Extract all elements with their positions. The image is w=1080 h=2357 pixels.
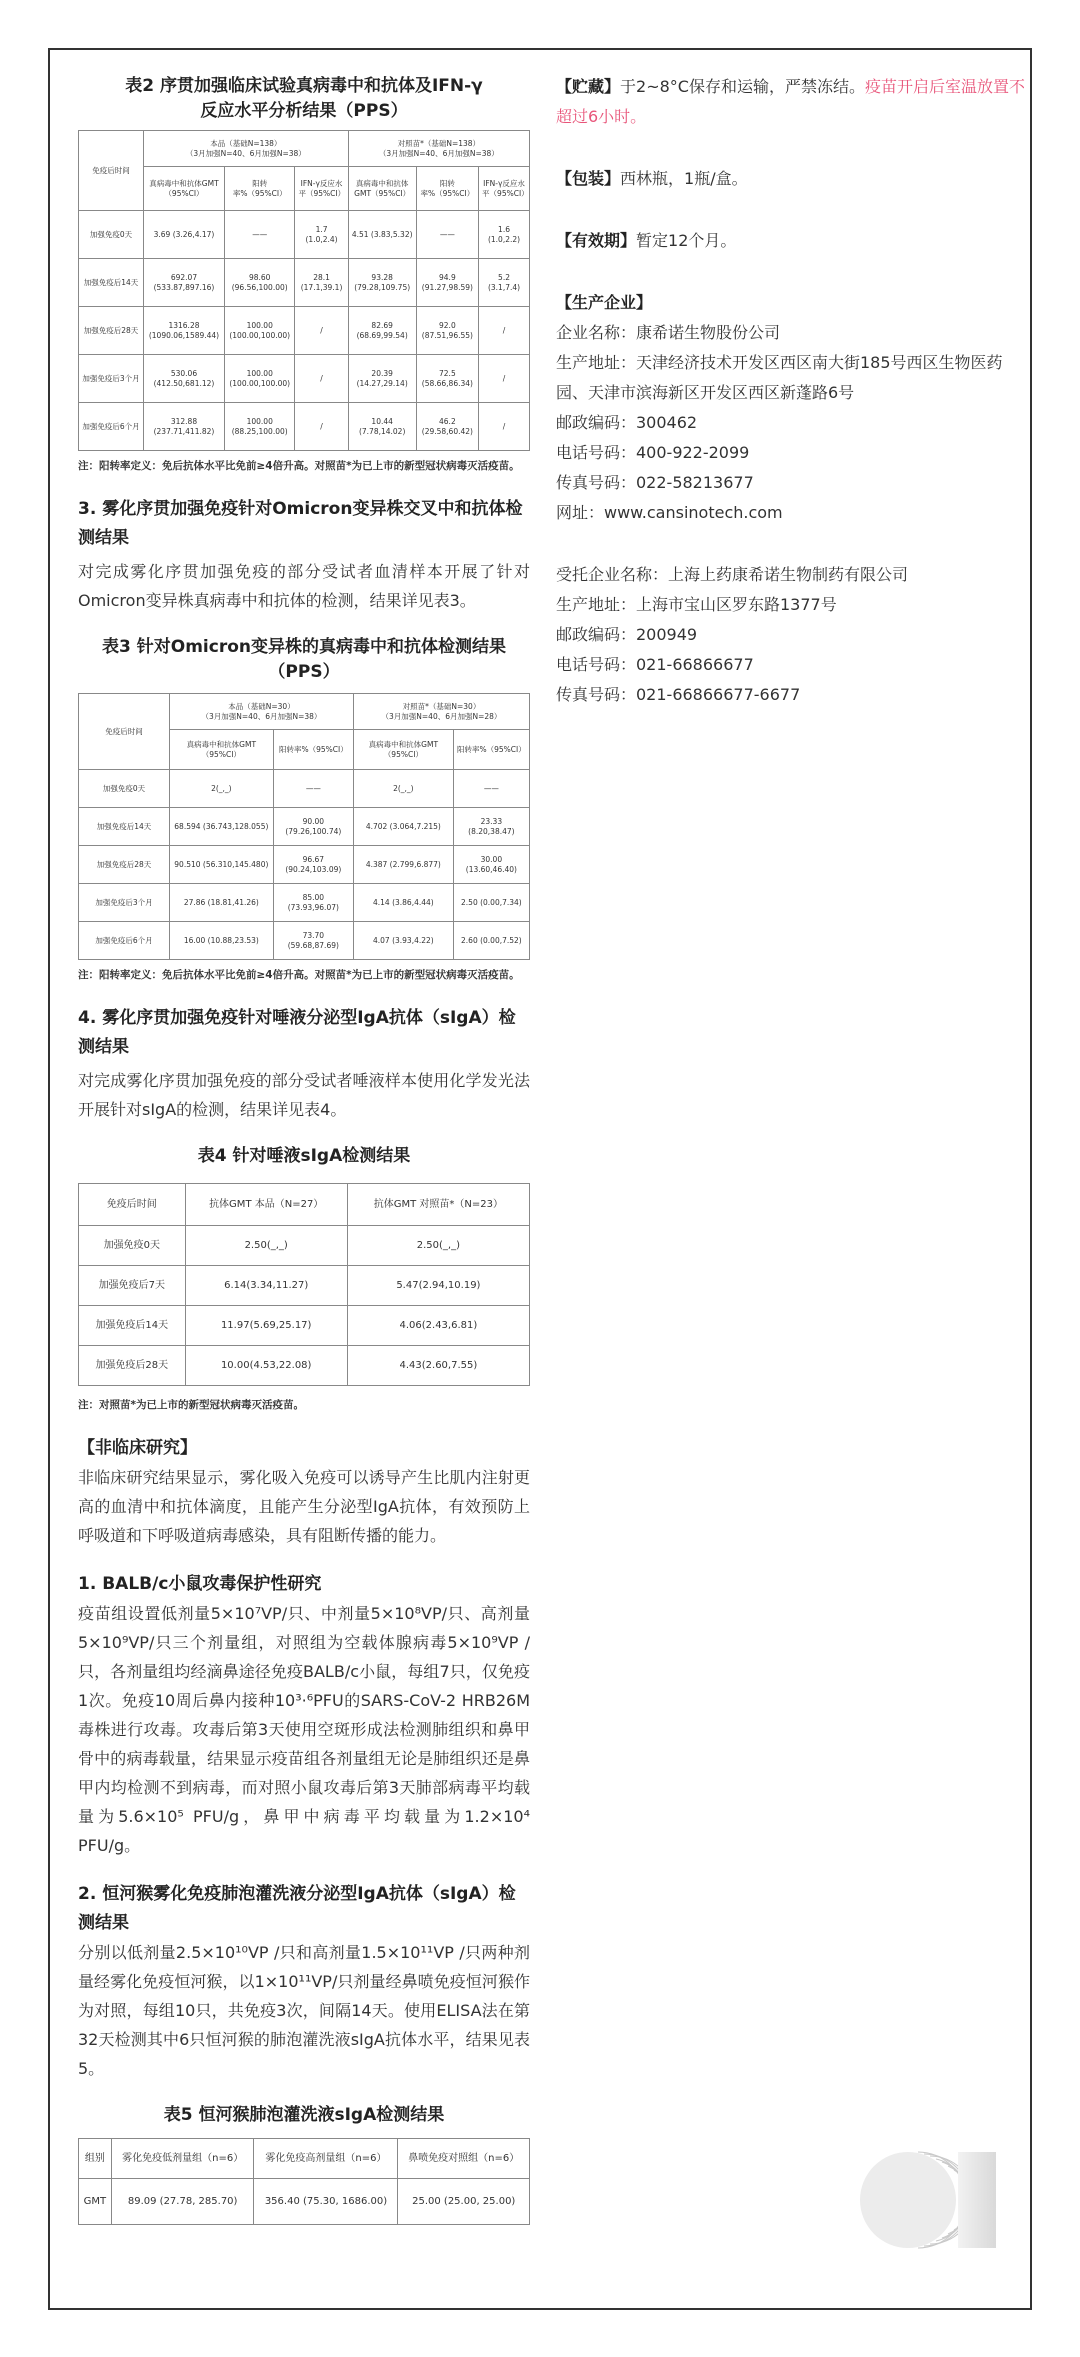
table3 [78,693,530,960]
table-row [79,1266,530,1306]
table5-cell: GMT [79,2179,112,2225]
table5-cell: 25.00 (25.00, 25.00) [398,2179,530,2225]
table3-value-cell: 68.594 (36.743,128.055) [170,808,274,846]
table3-subheader: 阳转率%（95%CI） [273,730,353,770]
table-row [79,1226,530,1266]
contractor-line: 传真号码：021-66866677-6677 [556,685,801,704]
contractor-line: 受托企业名称：上海上药康希诺生物制药有限公司 [556,565,909,584]
table3-value-cell: 90.00 (79.26,100.74) [273,808,353,846]
table2-subheader: 真病毒中和抗体GMT（95%CI） [348,167,416,211]
table-row [79,1306,530,1346]
table3-value-cell: 96.67 (90.24,103.09) [273,846,353,884]
table2-value-cell: / [479,307,530,355]
validity-label: 【有效期】 [556,231,637,250]
table3-subheader: 阳转率%（95%CI） [453,730,529,770]
storage-label: 【贮藏】 [556,77,621,96]
table2-subheader: IFN-γ反应水平（95%CI） [295,167,348,211]
package-section [556,164,1026,194]
table2-time-cell: 加强免疫后3个月 [79,355,144,403]
table3-value-cell: 2.60 (0.00,7.52) [453,922,529,960]
contractor-line: 电话号码：021-66866677 [556,655,754,674]
storage-section [556,72,1026,132]
table4-cell: 加强免疫后28天 [79,1346,186,1386]
table4-caption: 表4 针对唾液sIgA检测结果 [197,1146,411,1166]
table3-group-b: 对照苗*（基础N=30） （3月加强N=40、6月加强N=28） [353,694,529,730]
table2-time-cell: 加强免疫后28天 [79,307,144,355]
manufacturer-line: 邮政编码：300462 [556,413,698,432]
table4-cell: 5.47(2.94,10.19) [347,1266,529,1306]
table2-value-cell: 530.06 (412.50,681.12) [144,355,225,403]
table3-value-cell: —— [453,770,529,808]
table-row [79,922,530,960]
monkey-body: 分别以低剂量2.5×10¹⁰VP /只和高剂量1.5×10¹¹VP /只两种剂量经雾化免疫恒河猴，以1×10¹¹VP/只剂量经鼻喷免疫恒河猴作为对照，每组10只，共免疫3次，间隔14天。使用ELISA法在第32天检测其中6只恒河猴的肺泡灌洗液sIgA抗体水平，结果见表5。 [78,1943,530,2078]
table-row [79,403,530,451]
table2-time-cell: 加强免疫后6个月 [79,403,144,451]
manufacturer-info [556,318,1026,528]
table2-value-cell: 82.69 (68.69,99.54) [348,307,416,355]
table2-value-cell: 3.69 (3.26,4.17) [144,211,225,259]
table2-value-cell: 100.00 (100.00,100.00) [224,307,295,355]
table3-value-cell: 4.14 (3.86,4.44) [353,884,453,922]
manufacturer-line: 生产地址：天津经济技术开发区西区南大街185号西区生物医药园、天津市滨海新区开发区西区新蓬路6号 [556,353,1003,402]
table-row [79,884,530,922]
table2-value-cell: 100.00 (88.25,100.00) [224,403,295,451]
table2-value-cell: 692.07 (533.87,897.16) [144,259,225,307]
table4-cell: 加强免疫后14天 [79,1306,186,1346]
table4 [78,1183,530,1386]
table2-caption-line2: 反应水平分析结果（PPS） [200,101,408,121]
table2-value-cell: 10.44 (7.78,14.02) [348,403,416,451]
table3-group-a: 本品（基础N=30） （3月加强N=40、6月加强N=38） [170,694,354,730]
table2-value-cell: / [295,403,348,451]
table4-cell: 10.00(4.53,22.08) [185,1346,347,1386]
table2-value-cell: 94.9 (91.27,98.59) [416,259,478,307]
storage-highlight: 疫苗开启后室温放置不超过6小时。 [556,77,1025,126]
table5-header: 鼻喷免疫对照组（n=6） [398,2139,530,2179]
table2-value-cell: 5.2 (3.1,7.4) [479,259,530,307]
table2-subheader: 真病毒中和抗体GMT（95%CI） [144,167,225,211]
nonclinical-body: 非临床研究结果显示，雾化吸入免疫可以诱导产生比肌内注射更高的血清中和抗体滴度，且能产生分泌型IgA抗体，有效预防上呼吸道和下呼吸道病毒感染，具有阻断传播的能力。 [78,1468,530,1545]
manufacturer-label: 【生产企业】 [556,293,653,312]
table3-subheader: 真病毒中和抗体GMT（95%CI） [353,730,453,770]
table2-value-cell: / [479,355,530,403]
table2-note: 注：阳转率定义：免后抗体水平比免前≥4倍升高。对照苗*为已上市的新型冠状病毒灭活疫苗。 [78,460,520,472]
table3-time-cell: 加强免疫0天 [79,770,170,808]
table2-value-cell: —— [224,211,295,259]
company-logo-icon [858,2142,998,2252]
table5-cell: 89.09 (27.78, 285.70) [111,2179,254,2225]
section4-body: 对完成雾化序贯加强免疫的部分受试者唾液样本使用化学发光法开展针对sIgA的检测，结果详见表4。 [78,1071,530,1119]
contractor-info [556,560,1026,710]
table2-caption-line1: 表2 序贯加强临床试验真病毒中和抗体及IFN-γ [125,76,483,96]
table3-time-cell: 加强免疫后28天 [79,846,170,884]
table2-group-a: 本品（基础N=138） （3月加强N=40、6月加强N=38） [144,131,349,167]
table-row [79,355,530,403]
table3-value-cell: —— [273,770,353,808]
table2-group-b: 对照苗*（基础N=138） （3月加强N=40、6月加强N=38） [348,131,529,167]
table3-caption: 表3 针对Omicron变异株的真病毒中和抗体检测结果（PPS） [102,637,506,682]
table3-note: 注：阳转率定义：免后抗体水平比免前≥4倍升高。对照苗*为已上市的新型冠状病毒灭活疫苗。 [78,969,520,981]
table2-value-cell: 92.0 (87.51,96.55) [416,307,478,355]
table4-cell: 2.50(_,_) [347,1226,529,1266]
table3-value-cell: 23.33 (8.20,38.47) [453,808,529,846]
table2-value-cell: 28.1 (17.1,39.1) [295,259,348,307]
table4-cell: 加强免疫后7天 [79,1266,186,1306]
section3-body: 对完成雾化序贯加强免疫的部分受试者血清样本开展了针对Omicron变异株真病毒中和抗体的检测，结果详见表3。 [78,562,530,610]
table4-cell: 4.06(2.43,6.81) [347,1306,529,1346]
table2-value-cell: / [479,403,530,451]
table2-value-cell: 46.2 (29.58,60.42) [416,403,478,451]
monkey-title: 2. 恒河猴雾化免疫肺泡灌洗液分泌型IgA抗体（sIgA）检测结果 [78,1884,516,1933]
table4-header: 免疫后时间 [79,1184,186,1226]
table4-cell: 加强免疫0天 [79,1226,186,1266]
table2-value-cell: 1.6 (1.0,2.2) [479,211,530,259]
table-row [79,846,530,884]
manufacturer-line: 电话号码：400-922-2099 [556,443,750,462]
table4-cell: 6.14(3.34,11.27) [185,1266,347,1306]
table4-cell: 4.43(2.60,7.55) [347,1346,529,1386]
table4-cell: 11.97(5.69,25.17) [185,1306,347,1346]
storage-text: 于2~8°C保存和运输，严禁冻结。 [620,77,865,96]
right-column [556,72,1026,710]
table3-value-cell: 4.387 (2.799,6.877) [353,846,453,884]
table2-value-cell: 1.7 (1.0,2.4) [295,211,348,259]
table3-value-cell: 4.702 (3.064,7.215) [353,808,453,846]
validity-text: 暂定12个月。 [636,231,737,250]
table4-note: 注：对照苗*为已上市的新型冠状病毒灭活疫苗。 [78,1399,304,1411]
table2-value-cell: / [295,307,348,355]
package-label: 【包装】 [556,169,621,188]
table3-value-cell: 90.510 (56.310,145.480) [170,846,274,884]
table5-header: 组别 [79,2139,112,2179]
table5-cell: 356.40 (75.30, 1686.00) [254,2179,398,2225]
table2-value-cell: 20.39 (14.27,29.14) [348,355,416,403]
manufacturer-line: 传真号码：022-58213677 [556,473,754,492]
table3-time-cell: 加强免疫后3个月 [79,884,170,922]
table3-value-cell: 2.50 (0.00,7.34) [453,884,529,922]
validity-section [556,226,1026,256]
manufacturer-line: 网址：www.cansinotech.com [556,503,783,522]
table3-value-cell: 85.00 (73.93,96.07) [273,884,353,922]
table3-value-cell: 2(_,_) [170,770,274,808]
table4-header: 抗体GMT 对照苗*（N=23） [347,1184,529,1226]
table3-col-time: 免疫后时间 [79,694,170,770]
table5-header: 雾化免疫低剂量组（n=6） [111,2139,254,2179]
table2-time-cell: 加强免疫后14天 [79,259,144,307]
table2-value-cell: 4.51 (3.83,5.32) [348,211,416,259]
table3-value-cell: 73.70 (59.68,87.69) [273,922,353,960]
table5 [78,2138,530,2225]
balb-title: 1. BALB/c小鼠攻毒保护性研究 [78,1574,322,1594]
table2-subheader: 阳转率%（95%CI） [224,167,295,211]
contractor-line: 生产地址：上海市宝山区罗东路1377号 [556,595,837,614]
table-row [79,2179,530,2225]
table3-value-cell: 2(_,_) [353,770,453,808]
table3-subheader: 真病毒中和抗体GMT（95%CI） [170,730,274,770]
table5-caption: 表5 恒河猴肺泡灌洗液sIgA检测结果 [163,2105,445,2125]
table3-time-cell: 加强免疫后14天 [79,808,170,846]
table2-value-cell: 1316.28 (1090.06,1589.44) [144,307,225,355]
table3-value-cell: 30.00 (13.60,46.40) [453,846,529,884]
table3-time-cell: 加强免疫后6个月 [79,922,170,960]
table-row [79,770,530,808]
contractor-line: 邮政编码：200949 [556,625,698,644]
table-row [79,808,530,846]
section4-title: 4. 雾化序贯加强免疫针对唾液分泌型IgA抗体（sIgA）检测结果 [78,1008,516,1057]
table2-subheader: IFN-γ反应水平（95%CI） [479,167,530,211]
table2-value-cell: 312.88 (237.71,411.82) [144,403,225,451]
manufacturer-line: 企业名称：康希诺生物股份公司 [556,323,781,342]
package-text: 西林瓶，1瓶/盒。 [620,169,748,188]
left-column [78,74,530,2225]
table4-header: 抗体GMT 本品（N=27） [185,1184,347,1226]
nonclinical-title: 【非临床研究】 [78,1438,197,1458]
table2-subheader: 阳转率%（95%CI） [416,167,478,211]
table-row [79,211,530,259]
table5-header: 雾化免疫高剂量组（n=6） [254,2139,398,2179]
table2 [78,130,530,451]
section3-title: 3. 雾化序贯加强免疫针对Omicron变异株交叉中和抗体检测结果 [78,499,523,548]
table3-value-cell: 4.07 (3.93,4.22) [353,922,453,960]
table2-value-cell: 100.00 (100.00,100.00) [224,355,295,403]
table2-value-cell: —— [416,211,478,259]
table-row [79,259,530,307]
table2-value-cell: 72.5 (58.66,86.34) [416,355,478,403]
table2-time-cell: 加强免疫0天 [79,211,144,259]
table2-col-time: 免疫后时间 [79,131,144,211]
table3-value-cell: 16.00 (10.88,23.53) [170,922,274,960]
table-row [79,307,530,355]
balb-body: 疫苗组设置低剂量5×10⁷VP/只、中剂量5×10⁸VP/只、高剂量5×10⁹VP/只三个剂量组，对照组为空载体腺病毒5×10⁹VP /只，各剂量组均经滴鼻途径免疫BALB/c小鼠，每组7只，仅免疫1次。免疫10周后鼻内接种10³·⁶PFU的SARS-CoV-2 HRB26M毒株进行攻毒。攻毒后第3天使用空斑形成法检测肺组织和鼻甲骨中的病毒载量，结果显示疫苗组各剂量组无论是肺组织还是鼻甲内均检测不到病毒，而对照小鼠攻毒后第3天肺部病毒平均载量为5.6×10⁵ PFU/g，鼻甲中病毒平均载量为1.2×10⁴ PFU/g。 [78,1604,530,1855]
table3-value-cell: 27.86 (18.81,41.26) [170,884,274,922]
table4-cell: 2.50(_,_) [185,1226,347,1266]
table2-value-cell: / [295,355,348,403]
table-row [79,1346,530,1386]
table2-value-cell: 98.60 (96.56,100.00) [224,259,295,307]
table2-value-cell: 93.28 (79.28,109.75) [348,259,416,307]
